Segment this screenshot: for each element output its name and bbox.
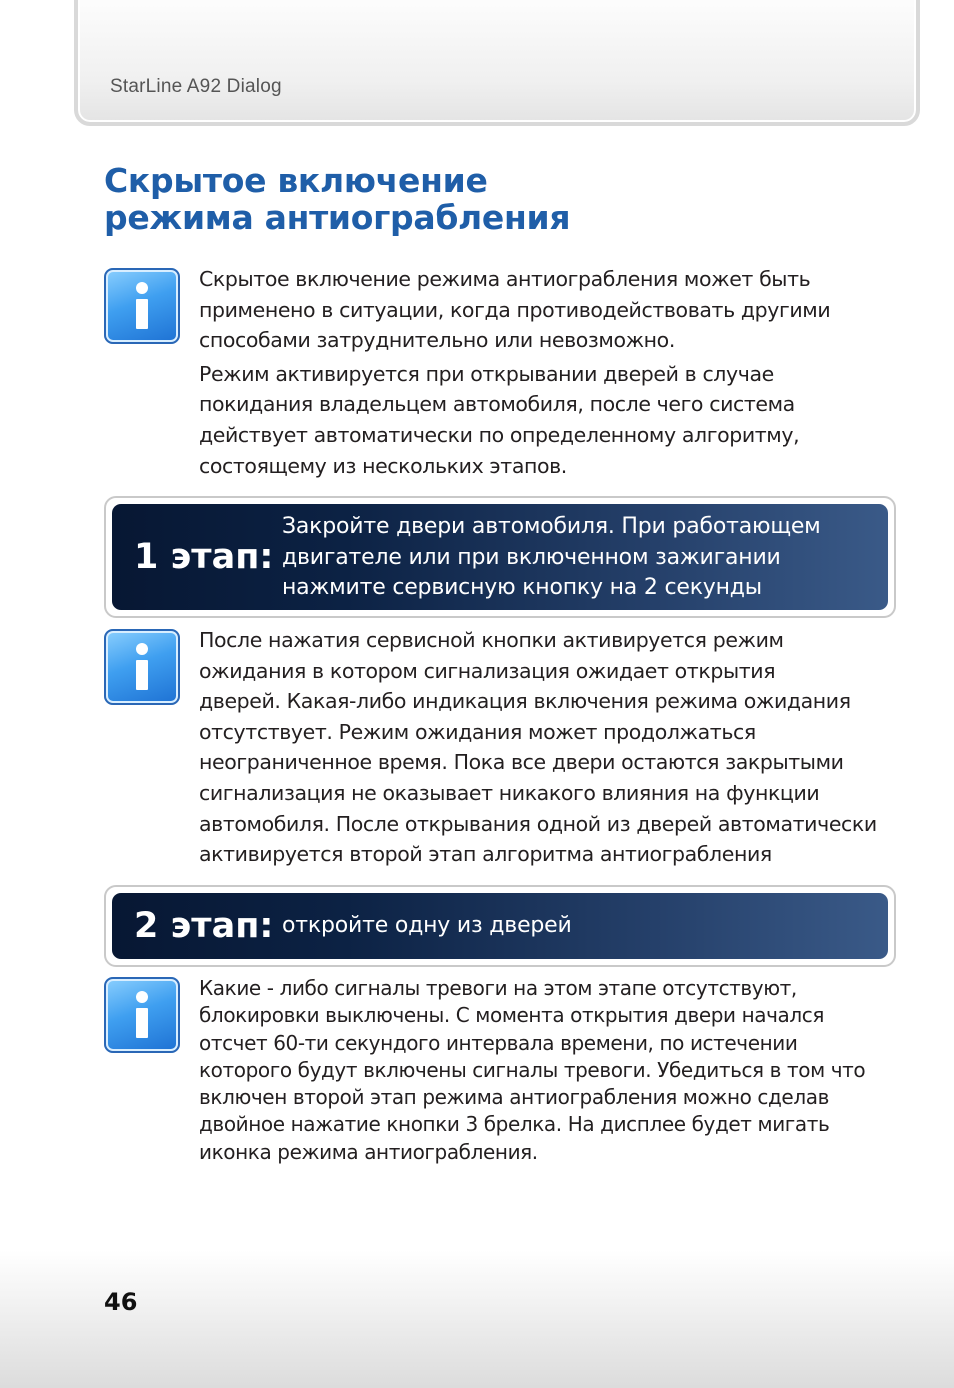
step-2-bar (112, 893, 888, 959)
text-line: действует автоматически по определенному алгоритму, (199, 422, 800, 447)
text-line: Какие - либо сигналы тревоги на этом этапе отсутствуют, (199, 976, 797, 1000)
step-2-panel (104, 885, 896, 967)
text-line: неограниченное время. Пока все двери остаются закрытыми (199, 750, 844, 775)
text-line: сигнализация не оказывает никакого влияния на функции (199, 780, 820, 805)
header-box (74, 0, 920, 126)
text-line: отсутствует. Режим ожидания может продолжаться (199, 719, 756, 744)
step-2-text (282, 911, 572, 942)
text-line: дверей. Какая-либо индикация включения режима ожидания (199, 689, 851, 714)
text-line: двигателе или при включенном зажигании (282, 544, 781, 570)
page-title-line-2: режима антиограбления (104, 198, 571, 237)
text-line: которого будут включены сигналы тревоги. Убедиться в том что (199, 1057, 866, 1082)
page-title (104, 162, 570, 236)
text-line: Режим активируется при открывании дверей в случае (199, 361, 774, 386)
text-line: блокировки выключены. С момента открытия двери начался (199, 1003, 825, 1028)
info-icon (104, 629, 180, 705)
text-line: автомобиля. После открывания одной из дверей автоматически (199, 811, 877, 836)
step-1-text (282, 512, 821, 604)
info-icon (104, 268, 180, 344)
text-line: активируется второй этап алгоритма антиограбления (199, 842, 772, 867)
text-line: ожидания в котором сигнализация ожидает открытия (199, 658, 776, 683)
step-2-label: 2 этап: (134, 906, 274, 946)
page-title-line-1: Скрытое включение (104, 161, 488, 200)
text-line: включен второй этап режима антиограбления можно сделав (199, 1085, 829, 1110)
info-paragraph-2 (199, 625, 899, 870)
info-paragraph-3 (199, 975, 899, 1166)
step-1-panel (104, 496, 896, 618)
step-1-bar (112, 504, 888, 610)
info-icon (104, 977, 180, 1053)
header-title: StarLine A92 Dialog (110, 76, 282, 97)
text-line: отсчет 60-ти секундого интервала времени, по истечении (199, 1030, 798, 1055)
text-line: состоящему из нескольких этапов. (199, 453, 567, 478)
footer-band (0, 1250, 954, 1388)
text-line: откройте одну из дверей (282, 913, 572, 938)
text-line: Скрытое включение режима антиограбления может быть (199, 267, 811, 291)
page-number: 46 (104, 1288, 138, 1316)
info-paragraph-1 (199, 264, 899, 481)
text-line: двойное нажатие кнопки 3 брелка. На дисплее будет мигать (199, 1112, 830, 1137)
text-line: способами затруднительно или невозможно. (199, 328, 675, 353)
step-1-label: 1 этап: (134, 537, 274, 577)
text-line: применено в ситуации, когда противодействовать другими (199, 297, 831, 322)
text-line: иконка режима антиограбления. (199, 1139, 538, 1164)
text-line: После нажатия сервисной кнопки активируется режим (199, 628, 784, 652)
text-line: покидания владельцем автомобиля, после чего система (199, 392, 795, 417)
text-line: Закройте двери автомобиля. При работающем (282, 514, 821, 539)
text-line: нажмите сервисную кнопку на 2 секунды (282, 575, 762, 601)
